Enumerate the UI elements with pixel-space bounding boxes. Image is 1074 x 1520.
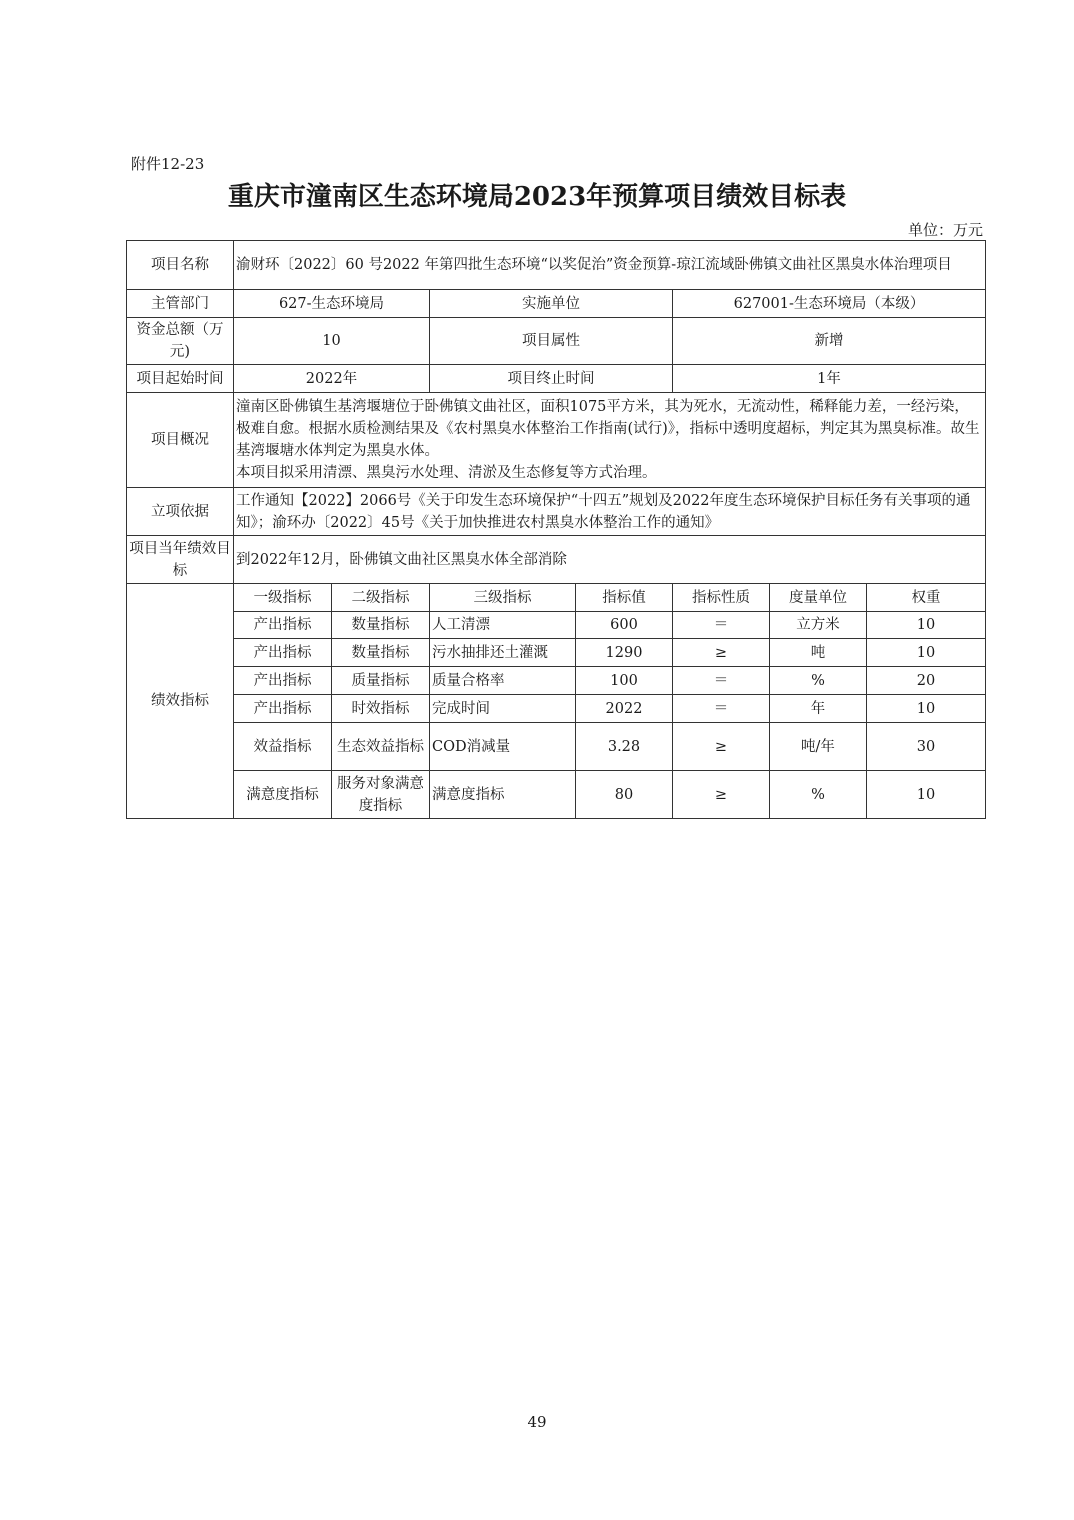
weight-cell: 10: [867, 612, 986, 639]
header-nature: 指标性质: [673, 584, 770, 612]
table-row: [127, 667, 986, 695]
nature-cell: ≥: [673, 639, 770, 667]
unit-cell: 立方米: [770, 612, 867, 639]
header-level3: 三级指标: [430, 584, 576, 612]
weight-cell: 10: [867, 695, 986, 723]
value-cell: 600: [576, 612, 673, 639]
value-cell: 80: [576, 771, 673, 819]
level3-cell: 人工清漂: [430, 612, 576, 639]
attr-label: 项目属性: [430, 318, 673, 365]
overview-label: 项目概况: [127, 393, 234, 488]
unit-cell: 吨/年: [770, 723, 867, 771]
value-cell: 2022: [576, 695, 673, 723]
impl-value: 627001-生态环境局（本级）: [673, 290, 986, 318]
project-name-value: 渝财环〔2022〕60 号2022 年第四批生态环境“以奖促治”资金预算-琼江流域卧佛镇文曲社区黑臭水体治理项目: [234, 241, 986, 290]
funds-label: 资金总额（万元): [127, 318, 234, 365]
impl-label: 实施单位: [430, 290, 673, 318]
dept-value: 627-生态环境局: [234, 290, 430, 318]
attachment-label: 附件12-23: [131, 155, 205, 173]
value-cell: 1290: [576, 639, 673, 667]
unit-cell: 年: [770, 695, 867, 723]
level1-cell: 产出指标: [234, 667, 332, 695]
nature-cell: ＝: [673, 667, 770, 695]
dept-label: 主管部门: [127, 290, 234, 318]
overview-line-1: 潼南区卧佛镇生基湾堰塘位于卧佛镇文曲社区，面积1075平方米，其为死水，无流动性，稀释能力差，一经污染，极难自愈。根据水质检测结果及《农村黑臭水体整治工作指南(试行)》，指标中透明度超标，判定其为黑臭标准。故生基湾堰塘水体判定为黑臭水体。: [236, 399, 980, 459]
table-row: [127, 612, 986, 639]
goal-value: 到2022年12月，卧佛镇文曲社区黑臭水体全部消除: [234, 536, 986, 584]
start-value: 2022年: [234, 365, 430, 393]
basis-value: 工作通知【2022】2066号《关于印发生态环境保护“十四五”规划及2022年度生态环境保护目标任务有关事项的通知》；渝环办〔2022〕45号《关于加快推进农村黑臭水体整治工作的通知》: [234, 488, 986, 536]
level2-cell: 数量指标: [332, 612, 430, 639]
weight-cell: 10: [867, 771, 986, 819]
unit-label: 单位：万元: [907, 221, 983, 239]
funds-value: 10: [234, 318, 430, 365]
start-label: 项目起始时间: [127, 365, 234, 393]
level1-cell: 产出指标: [234, 612, 332, 639]
header-value: 指标值: [576, 584, 673, 612]
level3-cell: 满意度指标: [430, 771, 576, 819]
nature-cell: ＝: [673, 695, 770, 723]
header-level2: 二级指标: [332, 584, 430, 612]
level3-cell: 质量合格率: [430, 667, 576, 695]
level2-cell: 生态效益指标: [332, 723, 430, 771]
page-number: 49: [527, 1413, 547, 1431]
weight-cell: 10: [867, 639, 986, 667]
table-row: [127, 695, 986, 723]
level2-cell: 服务对象满意度指标: [332, 771, 430, 819]
weight-cell: 20: [867, 667, 986, 695]
header-level1: 一级指标: [234, 584, 332, 612]
performance-table: [126, 240, 986, 819]
value-cell: 100: [576, 667, 673, 695]
indicators-label: 绩效指标: [127, 584, 234, 819]
level1-cell: 满意度指标: [234, 771, 332, 819]
level1-cell: 效益指标: [234, 723, 332, 771]
table-row: [127, 723, 986, 771]
basis-label: 立项依据: [127, 488, 234, 536]
level3-cell: 完成时间: [430, 695, 576, 723]
project-name-label: 项目名称: [127, 241, 234, 290]
nature-cell: ≥: [673, 723, 770, 771]
attr-value: 新增: [673, 318, 986, 365]
level1-cell: 产出指标: [234, 695, 332, 723]
unit-cell: %: [770, 771, 867, 819]
value-cell: 3.28: [576, 723, 673, 771]
page-title: 重庆市潼南区生态环境局2023年预算项目绩效目标表: [227, 182, 847, 212]
level2-cell: 质量指标: [332, 667, 430, 695]
end-value: 1年: [673, 365, 986, 393]
nature-cell: ＝: [673, 612, 770, 639]
unit-cell: 吨: [770, 639, 867, 667]
header-unit: 度量单位: [770, 584, 867, 612]
nature-cell: ≥: [673, 771, 770, 819]
level2-cell: 数量指标: [332, 639, 430, 667]
level1-cell: 产出指标: [234, 639, 332, 667]
overview-line-2: 本项目拟采用清漂、黑臭污水处理、清淤及生态修复等方式治理。: [236, 465, 657, 481]
goal-label: 项目当年绩效目标: [127, 536, 234, 584]
overview-value: [234, 393, 986, 488]
unit-cell: %: [770, 667, 867, 695]
end-label: 项目终止时间: [430, 365, 673, 393]
level3-cell: 污水抽排还土灌溉: [430, 639, 576, 667]
table-row: [127, 771, 986, 819]
header-weight: 权重: [867, 584, 986, 612]
weight-cell: 30: [867, 723, 986, 771]
table-row: [127, 639, 986, 667]
level3-cell: COD消减量: [430, 723, 576, 771]
level2-cell: 时效指标: [332, 695, 430, 723]
